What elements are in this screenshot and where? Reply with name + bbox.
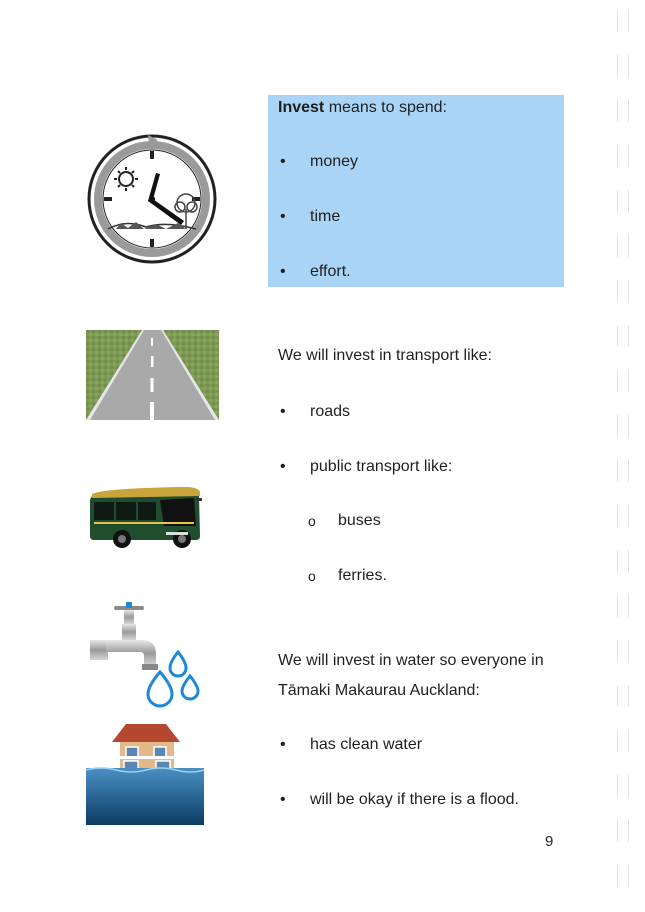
invest-definition-box bbox=[268, 95, 564, 287]
list-item-label: will be okay if there is a flood. bbox=[310, 791, 519, 808]
bullet: • bbox=[280, 403, 286, 420]
clock-icon bbox=[86, 133, 218, 265]
bullet: • bbox=[280, 153, 286, 170]
transport-intro: We will invest in transport like: bbox=[278, 347, 492, 364]
list-item-label: effort. bbox=[310, 263, 351, 280]
list-item-label: roads bbox=[310, 403, 351, 420]
tap-icon bbox=[86, 600, 206, 712]
road-icon bbox=[86, 330, 219, 420]
list-item-label: has clean water bbox=[310, 736, 423, 753]
bullet: • bbox=[280, 791, 286, 808]
bullet: • bbox=[280, 736, 286, 753]
bullet: • bbox=[280, 208, 286, 225]
page-number: 9 bbox=[545, 833, 554, 850]
water-intro-line-2: Tāmaki Makaurau Auckland: bbox=[278, 682, 480, 699]
bullet: • bbox=[280, 458, 286, 475]
invest-definition-title: Invest means to spend: bbox=[278, 99, 447, 116]
binder-marks bbox=[617, 0, 631, 912]
list-item-label: money bbox=[310, 153, 359, 170]
list-item-label: public transport like: bbox=[310, 458, 453, 475]
list-item-label: ferries. bbox=[338, 567, 387, 584]
flooded-house-icon bbox=[86, 720, 204, 825]
sub-bullet: o bbox=[308, 568, 316, 584]
list-item-label: time bbox=[310, 208, 341, 225]
water-intro-line-1: We will invest in water so everyone in bbox=[278, 652, 544, 669]
sub-bullet: o bbox=[308, 513, 316, 529]
bus-icon bbox=[86, 486, 206, 550]
list-item-label: buses bbox=[338, 512, 381, 529]
bullet: • bbox=[280, 263, 286, 280]
